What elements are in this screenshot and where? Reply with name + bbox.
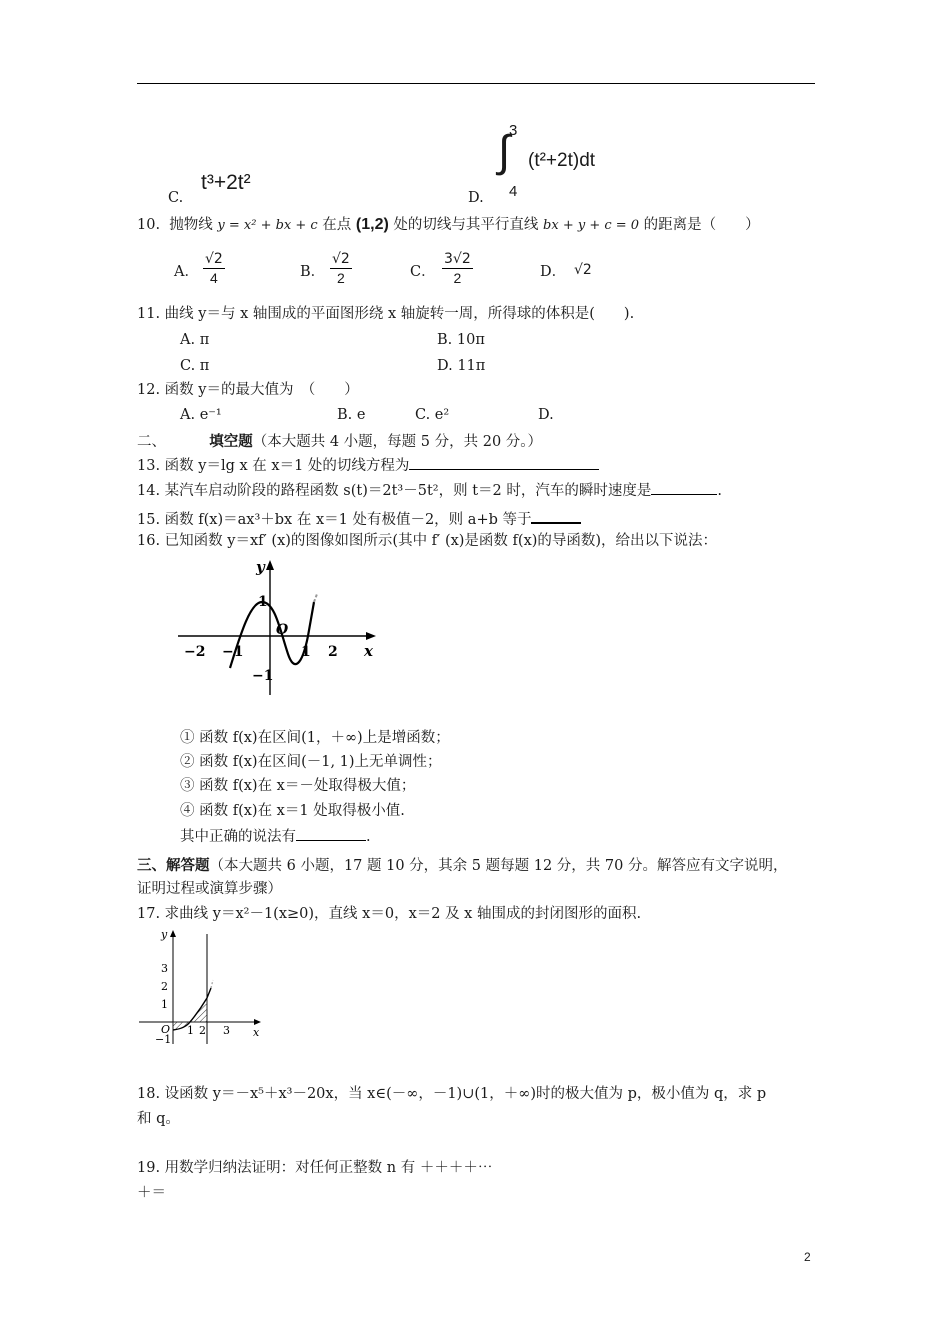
q12-option-d: D. <box>538 407 554 423</box>
q10-text-a: 抛物线 <box>169 217 213 233</box>
section-2-heading <box>137 432 542 452</box>
q14-tail: . <box>717 483 722 499</box>
q17-y-tick-3: 3 <box>161 962 168 975</box>
q16-answer-blank[interactable] <box>296 826 366 841</box>
question-18-line-2: 和 q。 <box>137 1111 180 1127</box>
q12-option-b: B. e <box>337 407 366 423</box>
q11-option-b: B. 10π <box>437 332 485 348</box>
question-18-line-1: 18. 设函数 y＝－x⁵＋x³－20x，当 x∈(－∞，－1)∪(1，＋∞)时的极大值为 p，极小值为 q，求 p <box>137 1086 767 1102</box>
q13-text: 13. 函数 y＝lg x 在 x＝1 处的切线方程为 <box>137 458 410 474</box>
q16-curve-tail <box>314 594 317 602</box>
q10-option-c-frac <box>442 250 473 287</box>
q10-text-d: 的距离是（ ） <box>643 217 760 233</box>
page-number: 2 <box>804 1250 811 1264</box>
q10-option-b-label: B． <box>300 264 326 280</box>
question-19-line-2: ＋＝ <box>137 1185 166 1201</box>
q17-x-label: x <box>253 1026 260 1039</box>
q10-number: 10. <box>137 217 161 233</box>
q14-text: 14. 某汽车启动阶段的路程函数 s(t)＝2t³－5t²，则 t＝2 时，汽车的瞬时速度是 <box>137 483 652 499</box>
q16-graph <box>170 550 385 700</box>
q10-line-eq: bx + y + c = 0 <box>543 218 640 233</box>
q16-statement-1: ① 函数 f(x)在区间(1，＋∞)上是增函数； <box>180 730 450 746</box>
q17-x-arrow-icon <box>254 1019 261 1025</box>
q16-origin: O <box>276 622 289 638</box>
q10-text-c: 处的切线与其平行直线 <box>393 217 539 233</box>
question-15 <box>137 508 581 530</box>
q15-answer-blank[interactable] <box>531 508 581 524</box>
q10-c-den: 2 <box>453 270 462 286</box>
q9-integrand: (t²+2t)dt <box>528 150 596 171</box>
q16-statement-2: ② 函数 f(x)在区间(－1, 1)上无单调性； <box>180 754 442 770</box>
q10-option-a-label: A． <box>174 264 199 280</box>
q9-integral-upper: 3 <box>509 122 518 139</box>
q9-option-c-label: C. <box>168 190 184 206</box>
question-12-stem: 12. 函数 y＝的最大值为 （ ） <box>137 382 359 398</box>
q9-option-d-label: D. <box>468 190 484 206</box>
q16-statement-3: ③ 函数 f(x)在 x＝－处取得极大值； <box>180 778 416 794</box>
q11-option-a: A. π <box>180 332 210 348</box>
q16-y-tick-neg1: −1 <box>252 668 274 684</box>
q17-x-tick-2: 2 <box>199 1024 206 1037</box>
q16-conclusion <box>180 826 371 847</box>
section-3-heading <box>137 856 787 876</box>
q16-x-label: x <box>364 642 373 660</box>
q12-option-a: A. e⁻¹ <box>180 407 222 423</box>
q10-b-den: 2 <box>337 270 345 286</box>
q11-option-c: C. π <box>180 358 210 374</box>
section-2-prefix: 二、 <box>137 434 166 450</box>
q10-c-num: 3√2 <box>444 251 471 267</box>
q10-b-num: √2 <box>332 251 350 267</box>
question-11-stem: 11. 曲线 y＝与 x 轴围成的平面图形绕 x 轴旋转一周，所得球的体积是( ). <box>137 306 635 322</box>
integral-sign-icon: ∫ <box>498 127 511 176</box>
q14-answer-blank[interactable] <box>651 480 717 495</box>
q16-tick-1: 1 <box>301 644 311 660</box>
question-19-line-1: 19. 用数学归纳法证明：对任何正整数 n 有 ＋＋＋＋⋯ <box>137 1160 493 1176</box>
q15-text: 15. 函数 f(x)＝ax³＋bx 在 x＝1 处有极值－2，则 a+b 等于 <box>137 512 532 528</box>
q17-origin: O <box>161 1023 171 1036</box>
q10-option-d-label: D． <box>540 264 567 280</box>
q10-a-den: 4 <box>210 270 218 286</box>
q17-y-label: y <box>161 928 168 941</box>
q17-y-tick-neg1: −1 <box>155 1033 172 1046</box>
q17-x-tick-3: 3 <box>223 1024 230 1037</box>
section-3-note: （本大题共 6 小题，17 题 10 分，其余 5 题每题 12 分，共 70 分。解答应有文字说明， <box>209 858 788 874</box>
q10-point: (1,2) <box>355 216 389 233</box>
section-2-note: （本大题共 4 小题，每题 5 分，共 20 分。） <box>252 434 543 450</box>
q10-option-a-frac <box>203 250 225 287</box>
q10-parabola-eq: y = x² + bx + c <box>217 218 318 233</box>
question-14 <box>137 480 722 501</box>
q17-y-tick-1: 1 <box>161 998 168 1011</box>
q10-text-b: 在点 <box>322 217 352 233</box>
q13-answer-blank[interactable] <box>409 455 599 470</box>
q16-tick-2: 2 <box>328 644 338 660</box>
q12-option-c: C. e² <box>415 407 450 423</box>
section-2-title: 填空题 <box>209 433 253 450</box>
question-16-stem: 16. 已知函数 y＝xf′ (x)的图像如图所示(其中 f′ (x)是函数 f(x)的导函数)，给出以下说法： <box>137 533 718 549</box>
q16-tick-neg2: −2 <box>184 644 206 660</box>
q17-y-tick-2: 2 <box>161 980 168 993</box>
q9-option-c-expr: t³+2t² <box>201 171 251 194</box>
q17-curve-tail <box>211 980 213 988</box>
q16-y-tick-1: 1 <box>258 594 268 610</box>
section-3-note-2: 证明过程或演算步骤） <box>137 881 282 897</box>
q16-y-label: y <box>256 558 265 576</box>
q11-option-d: D. 11π <box>437 358 486 374</box>
question-13 <box>137 455 599 476</box>
q9-integral-lower: 4 <box>509 183 518 200</box>
q10-option-b-frac <box>330 250 352 287</box>
q16-conclusion-tail: . <box>366 829 371 845</box>
q10-option-c-label: C． <box>410 264 436 280</box>
q10-a-num: √2 <box>205 251 223 267</box>
q17-graph <box>137 926 267 1048</box>
q16-statement-4: ④ 函数 f(x)在 x＝1 处取得极小值. <box>180 803 405 819</box>
question-17: 17. 求曲线 y＝x²－1(x≥0)，直线 x＝0，x＝2 及 x 轴围成的封闭图形的面积. <box>137 906 642 922</box>
q17-x-tick-1: 1 <box>187 1024 194 1037</box>
q10-option-d-value: √2 <box>574 262 592 278</box>
section-3-title: 三、解答题 <box>137 857 210 874</box>
q17-y-arrow-icon <box>170 930 176 937</box>
q16-y-arrow-icon <box>266 560 274 570</box>
q16-x-arrow-icon <box>366 632 376 640</box>
q16-tick-neg1: −1 <box>222 644 244 660</box>
header-rule <box>137 83 815 84</box>
question-10-stem <box>137 215 760 236</box>
q16-conclusion-text: 其中正确的说法有 <box>180 829 296 845</box>
